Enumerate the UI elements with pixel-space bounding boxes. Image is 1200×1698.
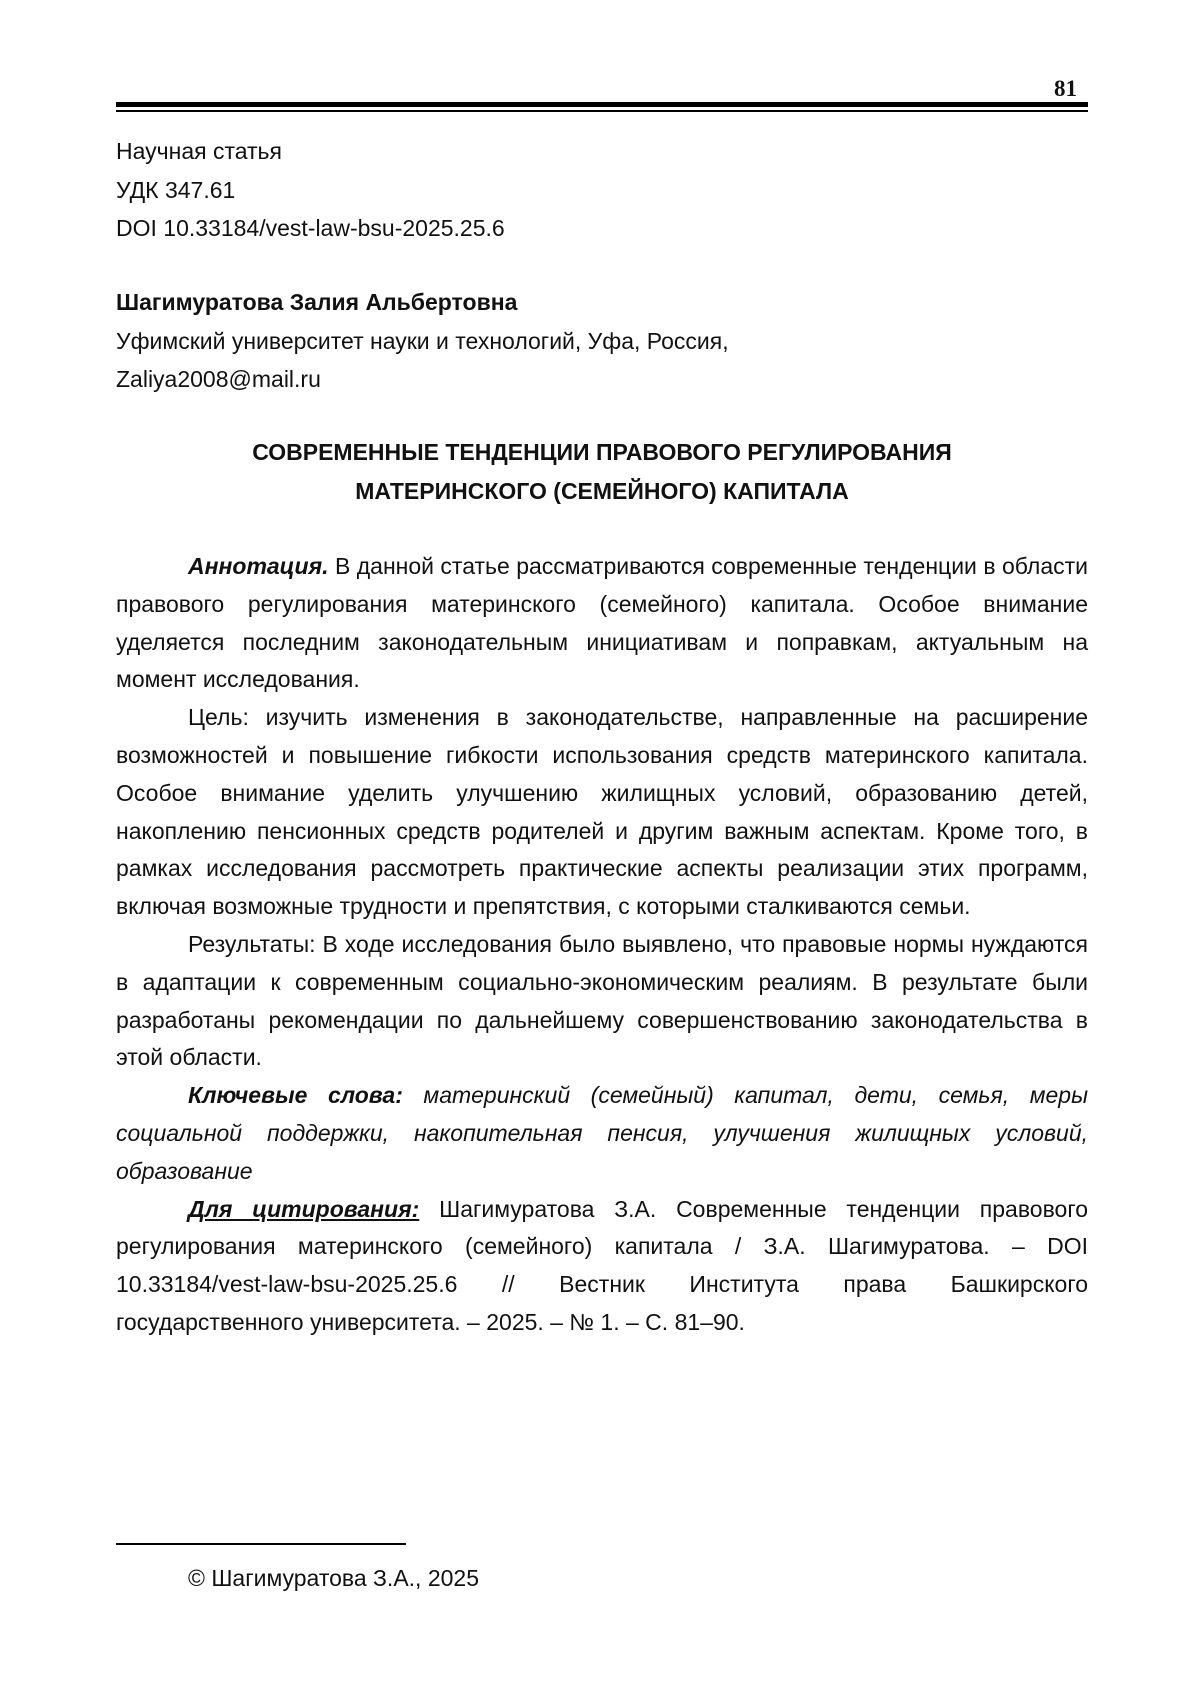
abstract-label: Аннотация. — [188, 553, 329, 579]
results-text: Результаты: В ходе исследования было выявлено, что правовые нормы нуждаются в адаптации к современным социально-экономическим реалиям. В результате были разработаны рекомендации по дальнейшему совершенствованию законодательства в этой области. — [116, 930, 1088, 1071]
author-affiliation: Уфимский университет науки и технологий, Уфа, Россия, — [116, 327, 729, 354]
article-meta — [116, 132, 1096, 248]
abstract-paragraph — [116, 548, 1088, 699]
footnote-rule — [116, 1543, 406, 1545]
goal-paragraph — [116, 699, 1088, 926]
page-number: 81 — [1054, 76, 1077, 101]
abstract-text: В данной статье рассматриваются современные тенденции в области правового регулирования материнского (семейного) капитала. Особое внимание уделяется последним законодательным инициативам и поправкам, актуальным на момент исследования. — [116, 553, 1088, 693]
copyright-notice: © Шагимуратова З.А., 2025 — [188, 1565, 480, 1591]
title-line-2: МАТЕРИНСКОГО (СЕМЕЙНОГО) КАПИТАЛА — [355, 478, 849, 504]
header-rule-thin — [116, 110, 1088, 112]
citation-text: Шагимуратова З.А. Современные тенденции правового регулирования материнского (семейного) капитала / З.А. Шагимуратова. – DOI 10.33184/vest-law-bsu-2025.25.6 // Вестник Института права Башкирского государственного университета. – 2025. – № 1. – С. 81–90. — [116, 1195, 1088, 1335]
results-paragraph — [116, 926, 1088, 1077]
author-email[interactable]: Zaliya2008@mail.ru — [116, 366, 321, 392]
header-rule-thick — [116, 102, 1088, 107]
article-body — [116, 548, 1088, 1342]
keywords-text: материнский (семейный) капитал, дети, семья, меры социальной поддержки, накопительная пенсия, улучшения жилищных условий, образование — [116, 1082, 1089, 1184]
udc-code: УДК 347.61 — [116, 176, 236, 203]
keywords-paragraph — [116, 1077, 1088, 1190]
article-title — [116, 433, 1088, 511]
doi: DOI 10.33184/vest-law-bsu-2025.25.6 — [116, 215, 505, 241]
author-block — [116, 283, 1096, 399]
citation-paragraph — [116, 1191, 1088, 1342]
article-type: Научная статья — [116, 138, 282, 164]
keywords-label: Ключевые слова: — [188, 1082, 403, 1109]
title-line-1: СОВРЕМЕННЫЕ ТЕНДЕНЦИИ ПРАВОВОГО РЕГУЛИРОВАНИЯ — [252, 439, 952, 465]
citation-label: Для цитирования: — [188, 1195, 420, 1222]
author-name: Шагимуратова Залия Альбертовна — [116, 289, 518, 315]
goal-text: Цель: изучить изменения в законодательстве, направленные на расширение возможностей и повышение гибкости использования средств материнского капитала. Особое внимание уделить улучшению жилищных условий, образованию детей, накоплению пенсионных средств родителей и другим важным аспектам. Кроме того, в рамках исследования рассмотреть практические аспекты реализации этих программ, включая возможные трудности и препятствия, с которыми сталкиваются семьи. — [116, 704, 1088, 920]
